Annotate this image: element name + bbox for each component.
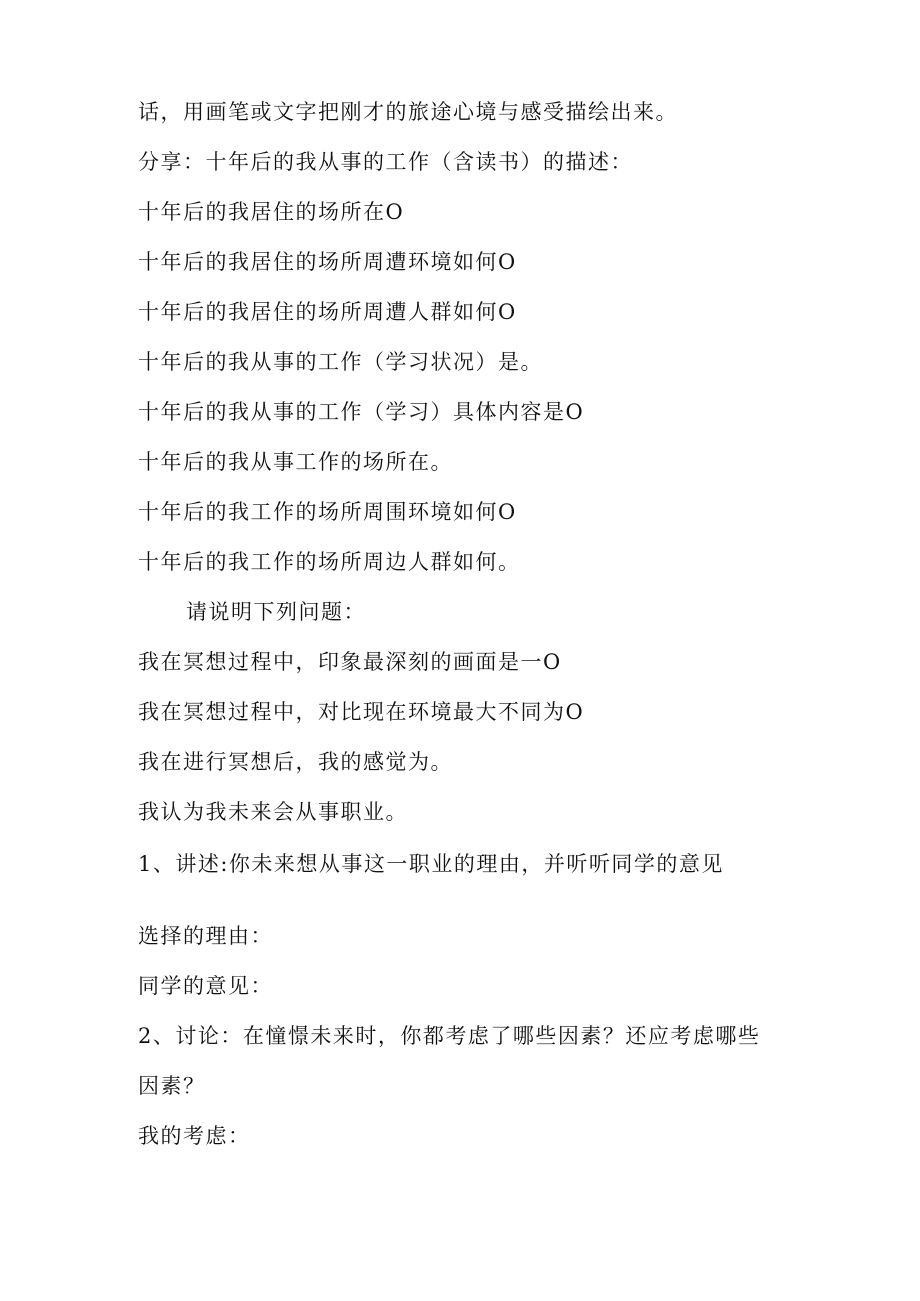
text-line-feeling: 我在进行冥想后，我的感觉为。 <box>138 750 453 774</box>
text-line-residence: 十年后的我居住的场所在O <box>138 200 405 224</box>
text-line-reason-label: 选择的理由： <box>138 924 273 948</box>
text-line-deepest-impression: 我在冥想过程中，印象最深刻的画面是一O <box>138 650 562 674</box>
text-line-task-1: 1、讲述:你未来想从事这一职业的理由，并听听同学的意见 <box>138 852 724 876</box>
text-line-work-place: 十年后的我从事工作的场所在。 <box>138 450 453 474</box>
text-line-task-2: 2、讨论：在憧憬未来时，你都考虑了哪些因素？还应考虑哪些 <box>138 1024 761 1048</box>
text-line-residence-people: 十年后的我居住的场所周遭人群如何O <box>138 300 517 324</box>
text-line-intro: 话，用画笔或文字把刚才的旅途心境与感受描绘出来。 <box>138 100 678 124</box>
text-line-work-people: 十年后的我工作的场所周边人群如何。 <box>138 550 521 574</box>
text-line-work-environment: 十年后的我工作的场所周围环境如何O <box>138 500 517 524</box>
text-line-work-content: 十年后的我从事的工作（学习）具体内容是O <box>138 400 585 424</box>
text-line-work-status: 十年后的我从事的工作（学习状况）是。 <box>138 350 543 374</box>
text-line-residence-environment: 十年后的我居住的场所周遭环境如何O <box>138 250 517 274</box>
text-line-my-consideration-label: 我的考虑： <box>138 1124 251 1148</box>
text-line-task-2-continued: 因素？ <box>138 1074 206 1098</box>
text-line-questions-heading: 请说明下列问题： <box>186 600 366 624</box>
text-line-future-career: 我认为我未来会从事职业。 <box>138 800 408 824</box>
text-line-biggest-difference: 我在冥想过程中，对比现在环境最大不同为O <box>138 700 585 724</box>
text-line-classmate-opinion-label: 同学的意见： <box>138 974 273 998</box>
text-line-share-heading: 分享：十年后的我从事的工作（含读书）的描述： <box>138 150 633 174</box>
